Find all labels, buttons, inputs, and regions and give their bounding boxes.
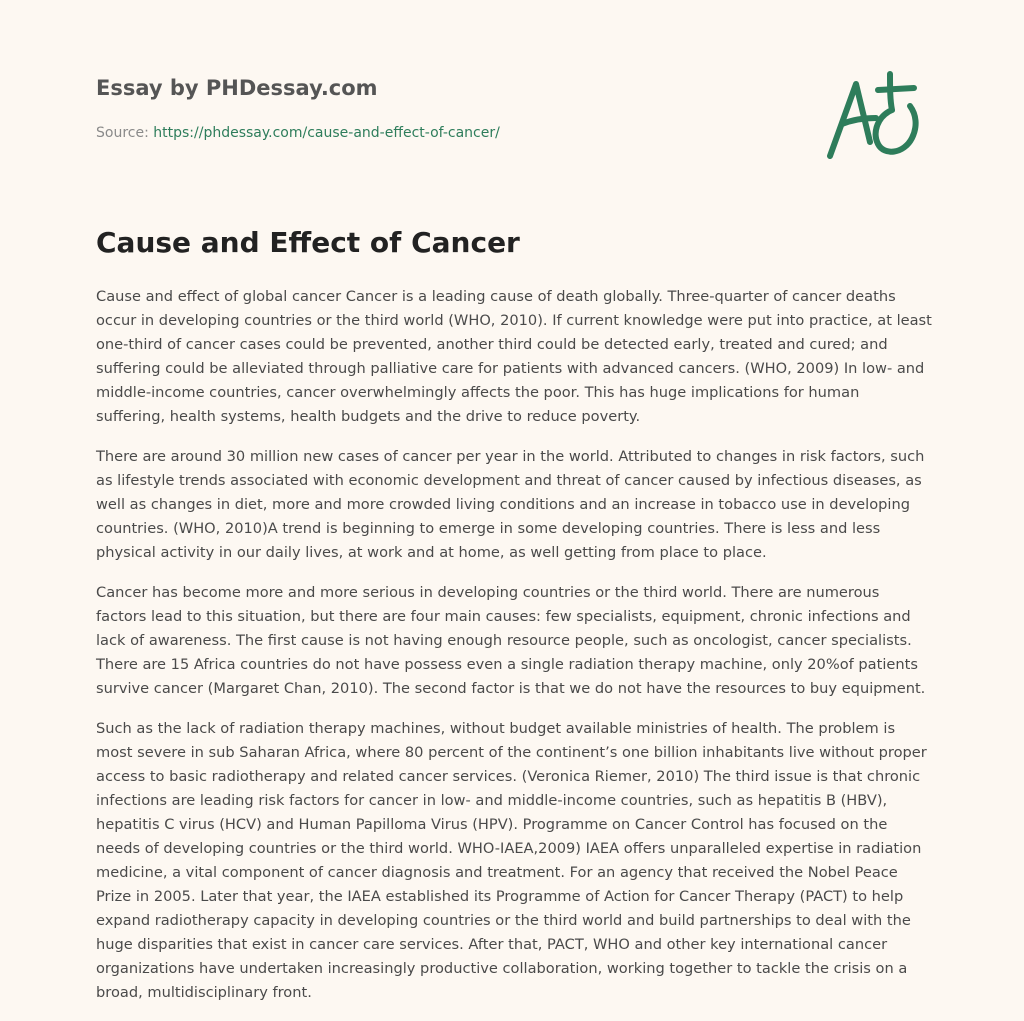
essay-paragraph: Such as the lack of radiation therapy machines, without budget available ministries of health. The problem is most severe in sub Saharan Africa, where 80 percent of the continent’s one billion inhabitants live without proper access to basic radiotherapy and related cancer services. (Veronica Riemer, 2010) The third issue is that chronic infections are leading risk factors for cancer in low- and middle-income countries, such as hepatitis B (HBV), hepatitis C virus (HCV) and Human Papilloma Virus (HPV). Programme on Cancer Control has focused on the needs of developing countries or the third world. WHO-IAEA,2009) IAEA offers unparalleled expertise in radiation medicine, a vital component of cancer diagnosis and treatment. For an agency that received the Nobel Peace Prize in 2005. Later that year, the IAEA established its Programme of Action for Cancer Therapy (PACT) to help expand radiotherapy capacity in developing countries or the third world and build partnerships to deal with the huge disparities that exist in cancer care services. After that, PACT, WHO and other key international cancer organizations have undertaken increasingly productive collaboration, working together to tackle the crisis on a broad, multidisciplinary front.	[96, 720, 927, 1001]
source-link[interactable]: https://phdessay.com/cause-and-effect-of-cancer/	[153, 125, 500, 141]
source-line	[96, 125, 500, 141]
essay-title: Cause and Effect of Cancer	[96, 226, 520, 259]
source-label: Source:	[96, 125, 149, 141]
essay-paragraph: There are around 30 million new cases of cancer per year in the world. Attributed to changes in risk factors, such as lifestyle trends associated with economic development and threat of cancer caused by infectious diseases, as well as changes in diet, more and more crowded living conditions and an increase in tobacco use in developing countries. (WHO, 2010)A trend is beginning to emerge in some developing countries. There is less and less physical activity in our daily lives, at work and at home, as well getting from place to place.	[96, 448, 925, 561]
site-brand: Essay by PHDessay.com	[96, 76, 378, 100]
essay-paragraph: Cause and effect of global cancer Cancer is a leading cause of death globally. Three-quarter of cancer deaths occur in developing countries or the third world (WHO, 2010). If current knowledge were put into practice, at least one-third of cancer cases could be prevented, another third could be detected early, treated and cured; and suffering could be alleviated through palliative care for patients with advanced cancers. (WHO, 2009) In low- and middle-income countries, cancer overwhelmingly affects the poor. This has huge implications for human suffering, health systems, health budgets and the drive to reduce poverty.	[96, 288, 932, 425]
essay-paragraph: Cancer has become more and more serious in developing countries or the third world. There are numerous factors lead to this situation, but there are four main causes: few specialists, equipment, chronic infections and lack of awareness. The first cause is not having enough resource people, such as oncologist, cancer specialists. There are 15 Africa countries do not have possess even a single radiation therapy machine, only 20%of patients survive cancer (Margaret Chan, 2010). The second factor is that we do not have the resources to buy equipment.	[96, 584, 926, 697]
a-plus-logo-icon	[820, 66, 930, 166]
essay-body	[96, 285, 932, 1021]
